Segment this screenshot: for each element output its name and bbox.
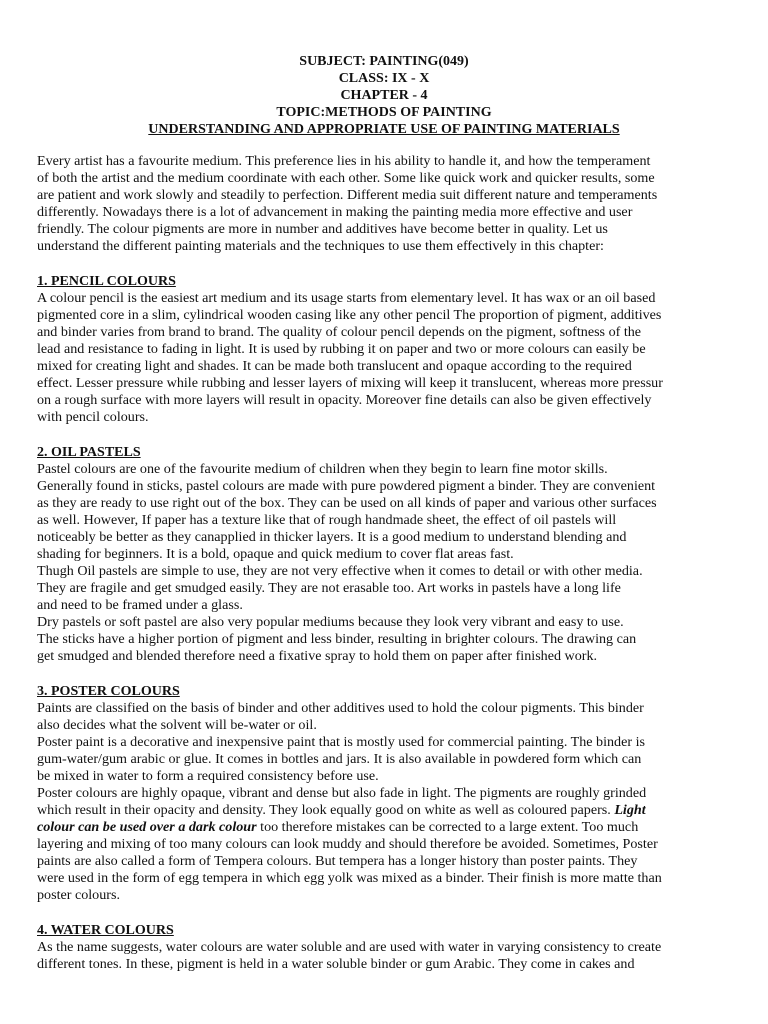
paragraph-line: A colour pencil is the easiest art medium and its usage starts from elementary level. It has wax or an oil based bbox=[37, 290, 656, 306]
paragraph-line: pigmented core in a slim, cylindrical wooden casing like any other pencil The proportion of pigment, additives bbox=[37, 307, 662, 323]
paragraph-line: as they are ready to use right out of the box. They can be used on all kinds of paper and various other surfaces bbox=[37, 495, 657, 511]
paragraph-line: lead and resistance to fading in light. It is used by rubbing it on paper and two or more colours can easily be bbox=[37, 341, 646, 357]
paragraph-line: be mixed in water to form a required consistency before use. bbox=[37, 768, 379, 784]
section-heading-poster-colours: 3. POSTER COLOURS bbox=[37, 684, 180, 699]
paragraph-line: different tones. In these, pigment is held in a water soluble binder or gum Arabic. They come in cakes and bbox=[37, 956, 635, 972]
paragraph-line: Poster colours are highly opaque, vibrant and dense but also fade in light. The pigments are roughly grinded bbox=[37, 785, 647, 801]
paragraph-line: Dry pastels or soft pastel are also very popular mediums because they look very vibrant and easy to use. bbox=[37, 614, 624, 630]
section-heading-pencil-colours: 1. PENCIL COLOURS bbox=[37, 274, 176, 289]
paragraph-line: mixed for creating light and shades. It can be made both translucent and opaque according to the required bbox=[37, 358, 632, 374]
page-subtitle: UNDERSTANDING AND APPROPRIATE USE OF PAINTING MATERIALS bbox=[148, 122, 620, 137]
paragraph-line bbox=[37, 819, 638, 836]
paragraph-line: Paints are classified on the basis of binder and other additives used to hold the colour pigments. This binder bbox=[37, 700, 644, 716]
paragraph-line: gum-water/gum arabic or glue. It comes in bottles and jars. It is also available in powdered form which can bbox=[37, 751, 642, 767]
chapter-heading: CHAPTER - 4 bbox=[340, 88, 428, 103]
paragraph-line: paints are also called a form of Tempera colours. But tempera has a longer history than poster paints. They bbox=[37, 853, 638, 869]
intro-line: differently. Nowadays there is a lot of advancement in making the painting media more effective and user bbox=[37, 204, 633, 220]
paragraph-line: on a rough surface with more layers will result in opacity. Moreover fine details can also be given effectively bbox=[37, 392, 652, 408]
paragraph-line: and need to be framed under a glass. bbox=[37, 597, 243, 613]
paragraph-line: Generally found in sticks, pastel colours are made with pure powdered pigment a binder. They are convenient bbox=[37, 478, 656, 494]
paragraph-line: shading for beginners. It is a bold, opaque and quick medium to cover flat areas fast. bbox=[37, 546, 514, 562]
intro-line: friendly. The colour pigments are more in number and additives have become better in quality. Let us bbox=[37, 221, 608, 237]
paragraph-line: also decides what the solvent will be-water or oil. bbox=[37, 717, 317, 733]
paragraph-line: poster colours. bbox=[37, 887, 120, 903]
paragraph-line: were used in the form of egg tempera in which egg yolk was mixed as a binder. Their finish is more matte than bbox=[37, 870, 662, 886]
paragraph-line: As the name suggests, water colours are water soluble and are used with water in varying consistency to create bbox=[37, 939, 662, 955]
paragraph-line: and binder varies from brand to brand. The quality of colour pencil depends on the pigment, softness of the bbox=[37, 324, 642, 340]
paragraph-line: effect. Lesser pressure while rubbing and lesser layers of mixing will keep it translucent, whereas more pressur bbox=[37, 375, 663, 391]
paragraph-line bbox=[37, 802, 646, 819]
paragraph-line: layering and mixing of too many colours can look muddy and should therefore be avoided. Sometimes, Poster bbox=[37, 836, 658, 852]
paragraph-line: Pastel colours are one of the favourite medium of children when they begin to learn fine motor skills. bbox=[37, 461, 608, 477]
paragraph-line: Poster paint is a decorative and inexpensive paint that is mostly used for commercial painting. The binder is bbox=[37, 734, 645, 750]
intro-line: understand the different painting materials and the techniques to use them effectively in this chapter: bbox=[37, 238, 604, 254]
paragraph-line: Thugh Oil pastels are simple to use, they are not very effective when it comes to detail or with other media. bbox=[37, 563, 643, 579]
paragraph-line: They are fragile and get smudged easily. They are not erasable too. Art works in pastels have a long life bbox=[37, 580, 621, 596]
intro-line: are patient and work slowly and steadily to perfection. Different media suit different nature and temperaments bbox=[37, 187, 658, 203]
subject-heading: SUBJECT: PAINTING(049) bbox=[299, 54, 469, 69]
paragraph-line: The sticks have a higher portion of pigment and less binder, resulting in brighter colours. The drawing can bbox=[37, 631, 637, 647]
section-heading-oil-pastels: 2. OIL PASTELS bbox=[37, 445, 141, 460]
emphasis-text: colour can be used over a dark colour bbox=[37, 819, 257, 835]
paragraph-text: too therefore mistakes can be corrected to a large extent. Too much bbox=[256, 819, 639, 835]
paragraph-text: which result in their opacity and density. They look equally good on white as well as coloured papers. bbox=[37, 802, 611, 818]
paragraph-line: as well. However, If paper has a texture like that of rough handmade sheet, the effect of oil pastels will bbox=[37, 512, 617, 528]
emphasis-text: Light bbox=[614, 802, 646, 818]
intro-line: Every artist has a favourite medium. This preference lies in his ability to handle it, and how the temperament bbox=[37, 153, 651, 169]
topic-heading: TOPIC:METHODS OF PAINTING bbox=[276, 105, 492, 120]
paragraph-line: with pencil colours. bbox=[37, 409, 149, 425]
paragraph-line: noticeably be better as they canapplied in thicker layers. It is a good medium to understand blending and bbox=[37, 529, 627, 545]
intro-line: of both the artist and the medium coordinate with each other. Some like quick work and quicker results, some bbox=[37, 170, 655, 186]
paragraph-line: get smudged and blended therefore need a fixative spray to hold them on paper after finished work. bbox=[37, 648, 598, 664]
class-heading: CLASS: IX - X bbox=[338, 71, 430, 86]
section-heading-water-colours: 4. WATER COLOURS bbox=[37, 923, 174, 938]
